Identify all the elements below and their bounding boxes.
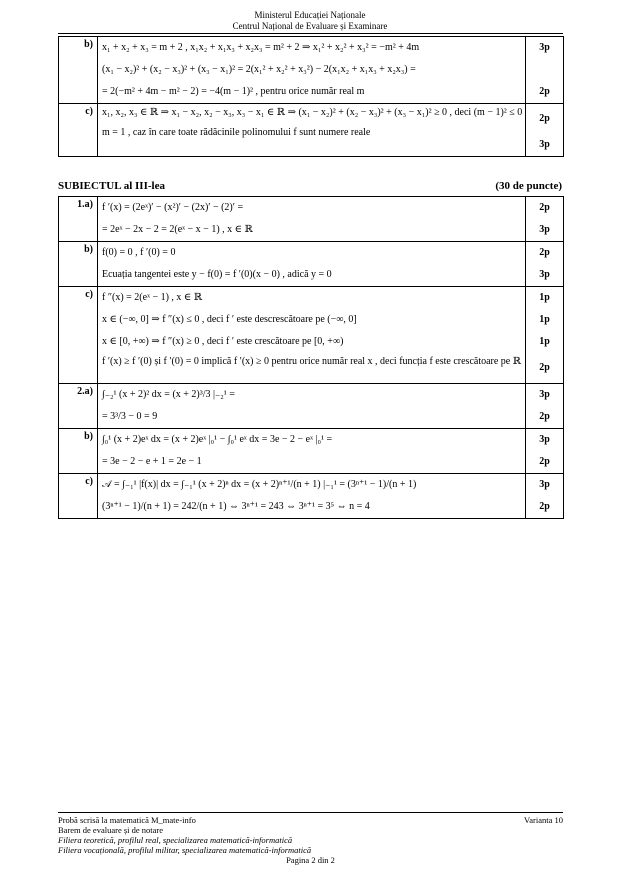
points-value: 2p <box>539 456 550 467</box>
scoring-table-bottom <box>58 196 564 519</box>
table-row <box>59 197 564 242</box>
header-center: Centrul Național de Evaluare și Examinare <box>232 21 388 31</box>
header-ministry: Ministerul Educației Naționale <box>254 10 366 20</box>
points-cell <box>526 104 564 157</box>
points-value: 3p <box>539 269 550 280</box>
points-cell <box>526 384 564 429</box>
points-value <box>526 59 563 81</box>
points-value: 2p <box>539 411 550 422</box>
points-cell <box>526 429 564 474</box>
points-cell <box>526 242 564 287</box>
solution-line: (3ⁿ⁺¹ − 1)/(n + 1) = 242/(n + 1) ⇔ 3ⁿ⁺¹ = 243 ⇔ 3ⁿ⁺¹ = 3⁵ ⇔ n = 4 <box>102 501 370 512</box>
points-value: 3p <box>539 224 550 235</box>
table-row <box>59 37 564 104</box>
item-label: 1.a) <box>59 197 98 242</box>
solution-cell <box>98 37 526 104</box>
solution-line: x ∈ [0, +∞) ⇒ f ″(x) ≥ 0 , deci f ′ este crescătoare pe [0, +∞) <box>102 336 344 347</box>
solution-line: Ecuația tangentei este y − f(0) = f ′(0)(x − 0) , adică y = 0 <box>102 269 332 280</box>
points-value: 1p <box>539 314 550 325</box>
table-row <box>59 287 564 384</box>
footer-track-1: Filiera teoretică, profilul real, specializarea matematică-informatică <box>58 835 293 845</box>
points-value: 2p <box>539 202 550 213</box>
footer-divider <box>58 812 563 813</box>
points-cell <box>526 197 564 242</box>
points-value: 3p <box>539 479 550 490</box>
solution-line: ∫₋₂¹ (x + 2)² dx = (x + 2)³/3 |₋₂¹ = <box>102 389 235 400</box>
solution-line: = 3e − 2 − e + 1 = 2e − 1 <box>102 456 202 467</box>
solution-cell <box>98 429 526 474</box>
footer-track-2: Filiera vocațională, profilul militar, specializarea matematică-informatică <box>58 845 312 855</box>
table-row <box>59 429 564 474</box>
solution-line: m = 1 , caz în care toate rădăcinile polinomului f sunt numere reale <box>102 127 371 138</box>
page-footer <box>58 815 563 865</box>
solution-cell <box>98 474 526 519</box>
points-cell <box>526 287 564 384</box>
item-label: c) <box>59 104 98 157</box>
solution-line: f ″(x) = 2(eˣ − 1) , x ∈ ℝ <box>102 292 203 303</box>
points-value: 3p <box>539 42 550 53</box>
solution-line: = 3³/3 − 0 = 9 <box>102 411 158 422</box>
table-row <box>59 474 564 519</box>
points-value: 3p <box>539 434 550 445</box>
footer-barem: Barem de evaluare și de notare <box>58 825 164 835</box>
item-label: 2.a) <box>59 384 98 429</box>
footer-variant: Varianta 10 <box>524 815 563 825</box>
table-row <box>59 242 564 287</box>
page-header <box>0 10 620 32</box>
solution-line: x₁, x₂, x₃ ∈ ℝ ⇒ x₁ − x₂, x₂ − x₃, x₃ − x₁ ∈ ℝ ⇒ (x₁ − x₂)² + (x₂ − x₃)² + (x₃ − x₁)² ≥ 0 , deci (m − 1)² ≤ 0 <box>102 107 523 118</box>
points-value: 2p <box>539 362 550 373</box>
solution-line: f(0) = 0 , f ′(0) = 0 <box>102 247 176 258</box>
points-value: 2p <box>539 247 550 258</box>
item-label: b) <box>59 37 98 104</box>
solution-line: 𝒜 = ∫₋₁¹ |f(x)| dx = ∫₋₁¹ (x + 2)ⁿ dx = (x + 2)ⁿ⁺¹/(n + 1) |₋₁¹ = (3ⁿ⁺¹ − 1)/(n + 1) <box>102 479 417 490</box>
table-row <box>59 384 564 429</box>
item-label: c) <box>59 474 98 519</box>
solution-cell <box>98 104 526 157</box>
points-value: 2p <box>539 501 550 512</box>
scoring-table-top <box>58 36 564 157</box>
points-value: 2p <box>539 86 550 97</box>
solution-line: ∫₀¹ (x + 2)eˣ dx = (x + 2)eˣ |₀¹ − ∫₀¹ eˣ dx = 3e − 2 − eˣ |₀¹ = <box>102 434 333 445</box>
solution-line: f ′(x) = (2eˣ)′ − (x²)′ − (2x)′ − (2)′ = <box>102 202 244 213</box>
item-label: c) <box>59 287 98 384</box>
item-label: b) <box>59 429 98 474</box>
points-cell <box>526 474 564 519</box>
solution-line: x ∈ (−∞, 0] ⇒ f ″(x) ≤ 0 , deci f ′ este descrescătoare pe (−∞, 0] <box>102 314 357 325</box>
points-value: 1p <box>539 336 550 347</box>
solution-line: (x₁ − x₂)² + (x₂ − x₃)² + (x₃ − x₁)² = 2(x₁² + x₂² + x₃²) − 2(x₁x₂ + x₁x₃ + x₂x₃) = <box>102 64 416 75</box>
solution-line: = 2(−m² + 4m − m² − 2) = −4(m − 1)² , pentru orice număr real m <box>102 86 365 97</box>
points-value: 3p <box>539 389 550 400</box>
section-heading <box>58 180 564 192</box>
solution-cell <box>98 384 526 429</box>
points-cell <box>526 37 564 104</box>
footer-page: Pagina 2 din 2 <box>286 855 335 865</box>
section-points: (30 de puncte) <box>495 180 562 192</box>
table-row <box>59 104 564 157</box>
solution-line: f ′(x) ≥ f ′(0) și f ′(0) = 0 implică f ′(x) ≥ 0 pentru orice număr real x , deci funcția f este crescătoare pe ℝ <box>102 356 522 367</box>
solution-line: = 2eˣ − 2x − 2 = 2(eˣ − x − 1) , x ∈ ℝ <box>102 224 253 235</box>
points-value: 1p <box>539 292 550 303</box>
solution-cell <box>98 287 526 384</box>
item-label: b) <box>59 242 98 287</box>
points-value: 2p <box>539 113 550 124</box>
footer-exam: Probă scrisă la matematică M_mate-info <box>58 815 196 825</box>
points-value: 3p <box>539 139 550 150</box>
solution-cell <box>98 242 526 287</box>
section-title: SUBIECTUL al III-lea <box>58 180 165 192</box>
solution-cell <box>98 197 526 242</box>
solution-line: x₁ + x₂ + x₃ = m + 2 , x₁x₂ + x₁x₃ + x₂x₃ = m² + 2 ⇒ x₁² + x₂² + x₃² = −m² + 4m <box>102 42 420 53</box>
header-divider <box>58 33 563 34</box>
